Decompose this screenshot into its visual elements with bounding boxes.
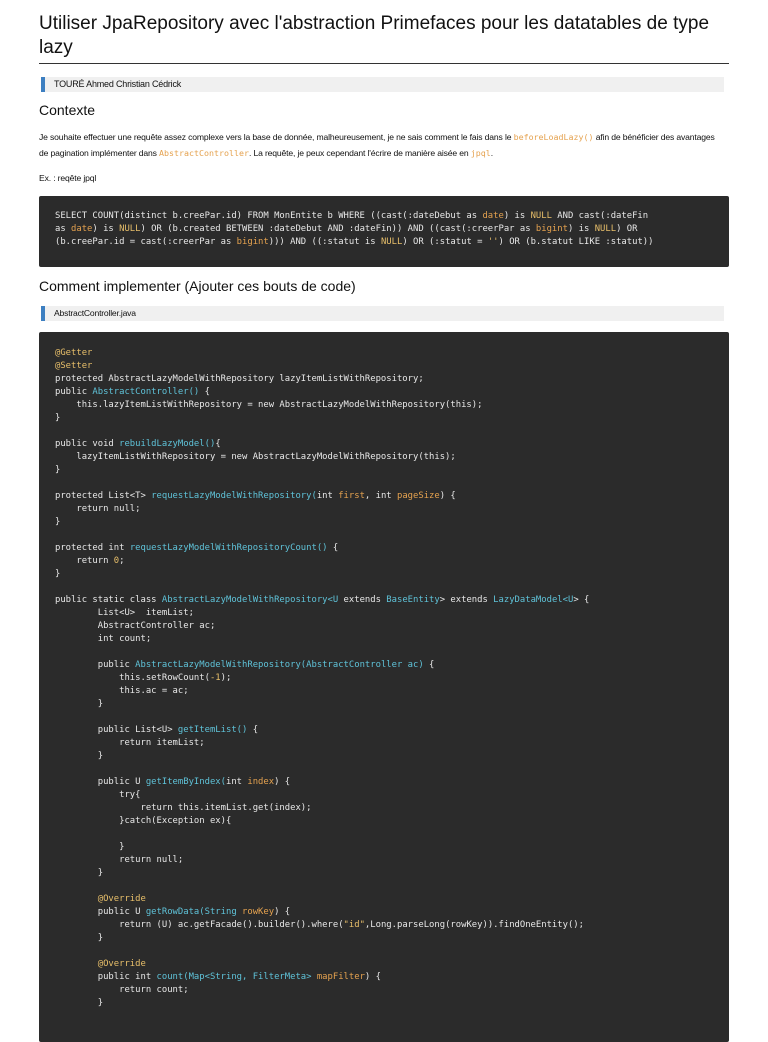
- code-token: (b.creePar.id = cast(:creerPar as: [55, 237, 237, 247]
- code-token: return null;: [55, 504, 141, 514]
- code-token: }: [55, 933, 104, 943]
- code-line: [55, 581, 713, 594]
- code-line: [55, 919, 713, 932]
- code-line: [55, 555, 713, 568]
- code-token: }: [55, 465, 61, 475]
- inline-code-jpql: jpql: [470, 148, 491, 158]
- code-line: [55, 451, 713, 464]
- code-token: return: [55, 556, 114, 566]
- code-token: ) {: [274, 777, 291, 787]
- code-line: [55, 438, 713, 451]
- code-token: bigint: [236, 237, 269, 247]
- code-line: [55, 542, 713, 555]
- code-token: -1: [209, 673, 221, 683]
- code-line: [55, 464, 713, 477]
- code-line: [55, 997, 713, 1010]
- code-line: [55, 958, 713, 971]
- context-text-part2: afin de bénéficier des avantages de pagination implémenter dans: [39, 132, 715, 158]
- file-name-label: AbstractController.java: [41, 306, 724, 321]
- code-line: [55, 607, 713, 620]
- code-token: requestLazyModelWithRepository(: [151, 491, 317, 501]
- code-line: [55, 880, 713, 893]
- code-token: return count;: [55, 985, 189, 995]
- code-token: @Override: [55, 894, 146, 904]
- code-token: extends: [343, 595, 387, 605]
- code-token: int: [316, 491, 339, 501]
- implementation-heading: Comment implementer (Ajouter ces bouts de code): [39, 278, 356, 294]
- code-token: NULL: [530, 211, 552, 221]
- code-line: [55, 945, 713, 958]
- code-token: int count;: [55, 634, 152, 644]
- example-label: Ex. : reqête jpql: [39, 173, 97, 183]
- code-token: ) {: [439, 491, 456, 501]
- code-token: this.setRowCount(: [55, 673, 210, 683]
- code-token: public static class: [55, 595, 162, 605]
- code-token: }: [55, 868, 104, 878]
- code-line: [55, 841, 713, 854]
- code-token: return (U) ac.getFacade().builder().where(: [55, 920, 344, 930]
- title-divider: [39, 63, 729, 64]
- code-token: "id": [343, 920, 365, 930]
- code-token: List<U> itemList;: [55, 608, 194, 618]
- code-token: protected List<T>: [55, 491, 152, 501]
- code-token: {: [215, 439, 221, 449]
- code-token: count(Map<String, FilterMeta>: [156, 972, 317, 982]
- code-token: getRowData(String: [145, 907, 243, 917]
- code-line: [55, 971, 713, 984]
- code-token: @Setter: [55, 361, 93, 371]
- code-token: }: [55, 517, 61, 527]
- code-token: ;: [119, 556, 125, 566]
- code-token: ) is: [503, 211, 531, 221]
- code-token: return itemList;: [55, 738, 205, 748]
- code-line: [55, 789, 713, 802]
- code-token: date: [482, 211, 504, 221]
- code-token: }: [55, 569, 61, 579]
- code-token: public: [55, 660, 136, 670]
- code-line: [55, 867, 713, 880]
- code-line: [55, 763, 713, 776]
- code-line: [55, 568, 713, 581]
- code-token: as: [55, 224, 72, 234]
- code-line: [55, 594, 713, 607]
- code-line: [55, 984, 713, 997]
- code-token: bigint: [535, 224, 568, 234]
- code-line: [55, 685, 713, 698]
- code-token: getItemList(): [177, 725, 248, 735]
- code-token: ) {: [364, 972, 381, 982]
- code-line: [55, 776, 713, 789]
- code-line: [55, 711, 713, 724]
- code-token: }: [55, 751, 104, 761]
- code-token: ) OR: [616, 224, 638, 234]
- context-text-part4: .: [490, 148, 494, 158]
- code-line: [55, 698, 713, 711]
- code-token: public List<U>: [55, 725, 178, 735]
- document-title: Utiliser JpaRepository avec l'abstraction Primefaces pour les datatables de type lazy: [39, 13, 710, 58]
- code-token: @Override: [55, 959, 146, 969]
- code-token: this.lazyItemListWithRepository = new AbstractLazyModelWithRepository(this);: [55, 400, 483, 410]
- code-line: [55, 412, 713, 425]
- code-token: ) {: [274, 907, 291, 917]
- code-token: public void: [55, 439, 120, 449]
- query-line: [55, 210, 713, 223]
- code-token: this.ac = ac;: [55, 686, 189, 696]
- code-line: [55, 854, 713, 867]
- code-token: , int: [364, 491, 397, 501]
- code-token: AbstractLazyModelWithRepository(AbstractController ac): [135, 660, 424, 670]
- code-line: [55, 347, 713, 360]
- code-line: [55, 529, 713, 542]
- code-line: [55, 932, 713, 945]
- code-token: rowKey: [242, 907, 275, 917]
- code-line: [55, 815, 713, 828]
- code-token: ,Long.parseLong(rowKey)).findOneEntity();: [364, 920, 584, 930]
- code-token: AbstractController(): [92, 387, 200, 397]
- code-token: NULL: [119, 224, 141, 234]
- code-token: mapFilter: [316, 972, 365, 982]
- code-token: }catch(Exception ex){: [55, 816, 232, 826]
- context-text-part1: Je souhaite effectuer une requête assez complexe vers la base de donnée, malheureusement, je ne sais comment le fais dans le: [39, 132, 514, 142]
- code-line: [55, 516, 713, 529]
- code-token: return this.itemList.get(index);: [55, 803, 312, 813]
- code-line: [55, 386, 713, 399]
- code-token: ) OR (:statut =: [402, 237, 488, 247]
- code-line: [55, 633, 713, 646]
- code-token: );: [220, 673, 232, 683]
- code-token: public U: [55, 907, 146, 917]
- code-token: SELECT COUNT(distinct b.creePar.id) FROM MonEntite b WHERE ((cast(:dateDebut as: [55, 211, 483, 221]
- code-token: ) OR (b.created BETWEEN :dateDebut AND :dateFin)) AND ((cast(:creerPar as: [140, 224, 536, 234]
- code-token: first: [338, 491, 365, 501]
- code-token: public int: [55, 972, 157, 982]
- code-line: [55, 503, 713, 516]
- author-byline: TOURÉ Ahmed Christian Cédrick: [41, 77, 724, 92]
- code-token: }: [55, 842, 125, 852]
- context-paragraph: [39, 129, 724, 161]
- code-token: ) is: [567, 224, 595, 234]
- code-token: BaseEntity: [386, 595, 440, 605]
- query-line: [55, 236, 713, 249]
- code-token: pageSize: [396, 491, 440, 501]
- code-token: LazyDataModel<U: [493, 595, 574, 605]
- code-token: NULL: [380, 237, 403, 247]
- code-token: protected int: [55, 543, 130, 553]
- code-token: }: [55, 699, 104, 709]
- code-token: {: [327, 543, 339, 553]
- code-token: try{: [55, 790, 141, 800]
- code-token: ))) AND ((:statut is: [268, 237, 381, 247]
- code-token: > {: [573, 595, 590, 605]
- code-token: int: [226, 777, 248, 787]
- code-token: NULL: [594, 224, 617, 234]
- code-token: ) OR (b.statut LIKE :statut)): [498, 237, 654, 247]
- code-line: [55, 750, 713, 763]
- inline-code-beforeloadlazy: beforeLoadLazy(): [513, 132, 594, 142]
- code-token: }: [55, 998, 104, 1008]
- code-line: [55, 425, 713, 438]
- code-line: [55, 646, 713, 659]
- code-line: [55, 906, 713, 919]
- code-token: {: [423, 660, 435, 670]
- code-line: [55, 802, 713, 815]
- code-line: [55, 893, 713, 906]
- java-code-block: [39, 332, 729, 1042]
- code-token: AND cast(:dateFin: [551, 211, 649, 221]
- code-token: '': [487, 237, 499, 247]
- code-token: date: [71, 224, 93, 234]
- code-line: [55, 373, 713, 386]
- code-token: @Getter: [55, 348, 93, 358]
- code-token: rebuildLazyModel(): [119, 439, 216, 449]
- code-line: [55, 360, 713, 373]
- code-token: }: [55, 413, 61, 423]
- code-token: public: [55, 387, 93, 397]
- code-token: lazyItemListWithRepository = new AbstractLazyModelWithRepository(this);: [55, 452, 456, 462]
- code-token: return null;: [55, 855, 184, 865]
- code-line: [55, 399, 713, 412]
- code-token: ) is: [92, 224, 120, 234]
- code-line: [55, 828, 713, 841]
- code-token: {: [199, 387, 210, 397]
- query-line: [55, 223, 713, 236]
- inline-code-abstractcontroller: AbstractController: [159, 148, 249, 158]
- code-token: requestLazyModelWithRepositoryCount(): [129, 543, 328, 553]
- code-token: AbstractLazyModelWithRepository<U: [161, 595, 344, 605]
- context-heading: Contexte: [39, 102, 96, 118]
- code-token: 0: [113, 556, 120, 566]
- code-line: [55, 490, 713, 503]
- code-token: getItemByIndex(: [145, 777, 226, 787]
- context-text-part3: . La requête, je peux cependant l'écrire de manière aisée en: [248, 148, 471, 158]
- code-line: [55, 737, 713, 750]
- code-line: [55, 620, 713, 633]
- code-token: {: [247, 725, 259, 735]
- code-line: [55, 659, 713, 672]
- code-token: index: [247, 777, 275, 787]
- jpql-query-code-block: [39, 196, 729, 267]
- code-line: [55, 672, 713, 685]
- code-line: [55, 477, 713, 490]
- code-token: AbstractController ac;: [55, 621, 216, 631]
- code-token: public U: [55, 777, 146, 787]
- code-token: > extends: [439, 595, 494, 605]
- code-line: [55, 724, 713, 737]
- code-token: protected AbstractLazyModelWithRepository lazyItemListWithRepository;: [55, 374, 424, 384]
